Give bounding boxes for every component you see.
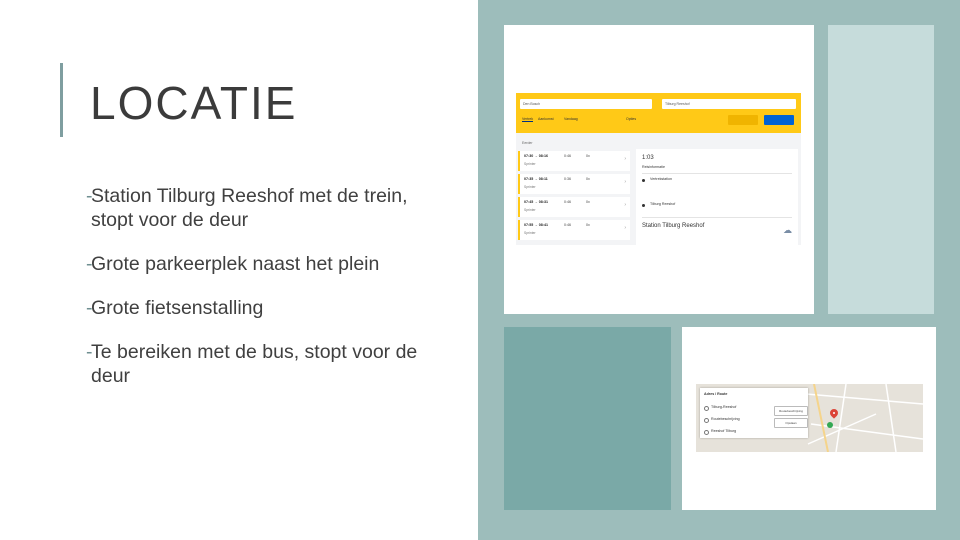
detail-stop-2: Tilburg Reeshof bbox=[650, 202, 676, 206]
cloud-icon: ☁ bbox=[783, 225, 792, 235]
route-icon bbox=[704, 418, 709, 423]
trip-times: 07:45 → 08:31 bbox=[524, 200, 548, 204]
bullet-dash: - bbox=[86, 341, 93, 363]
detail-duration: 1:03 bbox=[642, 155, 654, 161]
save-button: Opslaan bbox=[774, 418, 808, 428]
plan-button bbox=[764, 115, 794, 125]
address-line: Reeshof Tilburg bbox=[711, 429, 737, 433]
bullet-item bbox=[86, 296, 446, 320]
stop-dot-icon bbox=[642, 179, 645, 182]
trip-duration: 0:46 bbox=[564, 200, 571, 204]
detail-station-name: Station Tilburg Reeshof bbox=[642, 223, 705, 229]
search-icon bbox=[704, 430, 709, 435]
trip-duration: 0:46 bbox=[564, 223, 571, 227]
trip-train: Sprinter bbox=[524, 185, 536, 189]
decorative-tile-teal bbox=[504, 327, 671, 510]
trip-train: Sprinter bbox=[524, 162, 536, 166]
earlier-link: Eerder bbox=[522, 141, 533, 145]
bullet-item bbox=[86, 340, 446, 388]
trip-transfers: 0x bbox=[586, 177, 590, 181]
option-arrival: Aankomst bbox=[538, 117, 554, 121]
trip-times: 07:55 → 08:41 bbox=[524, 223, 548, 227]
option-settings: Opties bbox=[626, 117, 637, 121]
trip-duration: 0:46 bbox=[564, 154, 571, 158]
option-date: Vandaag bbox=[564, 117, 578, 121]
address-line: Tilburg-Reeshof bbox=[711, 405, 737, 409]
location-icon bbox=[704, 406, 709, 411]
journey-planner-screenshot bbox=[516, 93, 801, 245]
trip-transfers: 0x bbox=[586, 223, 590, 227]
trip-transfers: 0x bbox=[586, 154, 590, 158]
trip-train: Sprinter bbox=[524, 231, 536, 235]
to-value: Tilburg Reeshof bbox=[665, 102, 690, 106]
bullet-item bbox=[86, 184, 446, 232]
chevron-right-icon: › bbox=[624, 202, 626, 208]
trip-times: 07:35 → 08:11 bbox=[524, 177, 548, 181]
option-departure: Vertrek bbox=[522, 117, 534, 121]
park-marker-icon bbox=[827, 422, 833, 428]
from-value: Den Bosch bbox=[523, 102, 541, 106]
address-card bbox=[700, 388, 808, 438]
divider bbox=[642, 173, 792, 174]
trip-row bbox=[518, 174, 630, 194]
to-field bbox=[662, 99, 796, 109]
bullet-text: Station Tilburg Reeshof met de trein, stopt voor de deur bbox=[91, 185, 408, 231]
bullet-text: Te bereiken met de bus, stopt voor de deur bbox=[91, 341, 418, 387]
trip-transfers: 0x bbox=[586, 200, 590, 204]
address-line: Routebeschrijving bbox=[711, 417, 740, 421]
decorative-tile-light bbox=[828, 25, 934, 314]
bullet-dash: - bbox=[86, 185, 93, 207]
bullet-dash: - bbox=[86, 253, 93, 275]
trip-row bbox=[518, 197, 630, 217]
slide-title: LOCATIE bbox=[90, 77, 298, 129]
trip-train: Sprinter bbox=[524, 208, 536, 212]
bullet-text: Grote fietsenstalling bbox=[91, 297, 264, 319]
detail-route-info: Reisinformatie bbox=[642, 165, 665, 169]
bullet-list bbox=[86, 184, 446, 408]
trip-times: 07:30 → 08:16 bbox=[524, 154, 548, 158]
bullet-item bbox=[86, 252, 446, 276]
bullet-dash: - bbox=[86, 297, 93, 319]
trip-row bbox=[518, 220, 630, 240]
later-button bbox=[728, 115, 758, 125]
address-card-header: Adres / Route bbox=[704, 392, 728, 396]
trip-duration: 0:36 bbox=[564, 177, 571, 181]
detail-stop-1: Vertrekstation bbox=[650, 177, 672, 181]
trip-row bbox=[518, 151, 630, 171]
map-pin-dot bbox=[833, 412, 835, 414]
from-field bbox=[520, 99, 652, 109]
stop-dot-icon bbox=[642, 204, 645, 207]
bullet-text: Grote parkeerplek naast het plein bbox=[91, 253, 380, 275]
chevron-right-icon: › bbox=[624, 179, 626, 185]
directions-button: Routebeschrijving bbox=[774, 406, 808, 416]
planner-header bbox=[516, 93, 801, 133]
divider bbox=[642, 217, 792, 218]
trip-detail-panel bbox=[636, 149, 798, 245]
chevron-right-icon: › bbox=[624, 156, 626, 162]
map-screenshot bbox=[696, 384, 923, 452]
title-accent-bar bbox=[60, 63, 63, 137]
chevron-right-icon: › bbox=[624, 225, 626, 231]
